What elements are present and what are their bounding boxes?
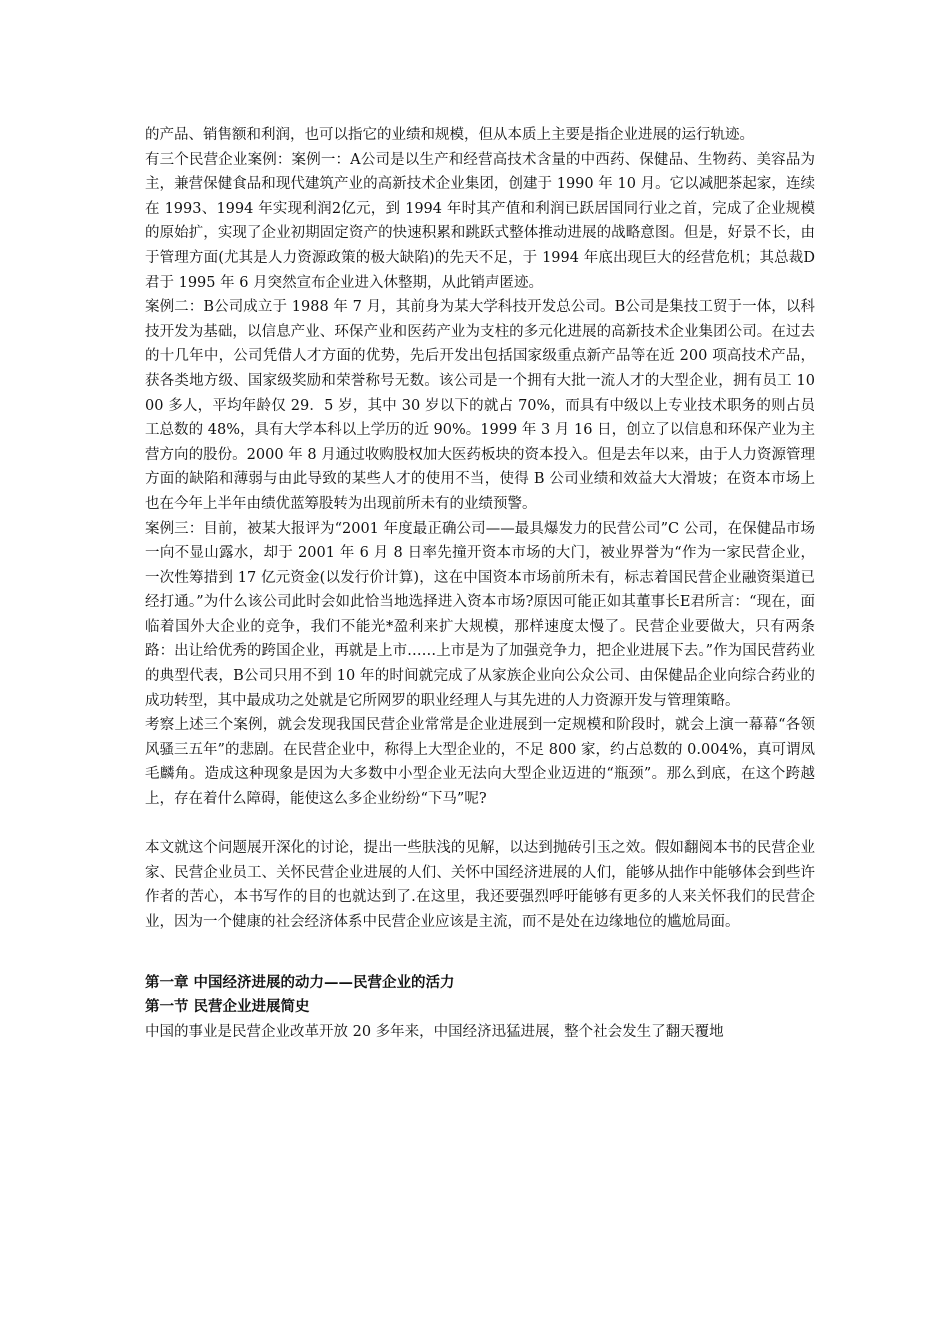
section-heading: 第一节 民营企业进展简史 [145,998,310,1016]
section-spacer [145,935,815,971]
paragraph-analysis: 考察上述三个案例，就会发现我国民营企业常常是企业进展到一定规模和阶段时，就会上演一幕幕“各领风骚三五年”的悲剧。在民营企业中，称得上大型企业的，不足 800 家，约占总数的 0.004%，真可谓凤毛麟角。造成这种现象是因为大多数中小型企业无法向大型企业迈进的“瓶颈”。那么到底，在这个跨越上，存在着什么障碍，能使这么多企业纷纷“下马”呢? [145,717,815,808]
paragraph-spacer [145,812,815,837]
paragraph-history-start: 中国的事业是民营企业改革开放 20 多年来，中国经济迅猛进展，整个社会发生了翻天覆地 [145,1023,724,1040]
chapter-heading: 第一章 中国经济进展的动力——民营企业的活力 [145,973,455,991]
paragraph-purpose: 本文就这个问题展开深化的讨论，提出一些肤浅的见解，以达到抛砖引玉之效。假如翻阅本书的民营企业家、民营企业员工、关怀民营企业进展的人们、关怀中国经济进展的人们，能够从拙作中能够体会到些许作者的苦心，本书写作的目的也就达到了.在这里，我还要强烈呼吁能够有更多的人来关怀我们的民营企业，因为一个健康的社会经济体系中民营企业应该是主流，而不是处在边缘地位的尴尬局面。 [145,840,815,930]
paragraph-intro-continued: 的产品、销售额和利润，也可以指它的业绩和规模，但从本质上主要是指企业进展的运行轨迹。 [145,127,754,143]
document-page [145,123,815,1044]
paragraph-case-one: 有三个民营企业案例：案例一：A公司是以生产和经营高技术含量的中西药、保健品、生物药、美容品为主，兼营保健食品和现代建筑产业的高新技术企业集团，创建于 1990 年 10 月。它以减肥茶起家，连续在 1993、1994 年实现利润2亿元，到 1994 年时其产值和利润已跃居国同行业之首，完成了企业规模的原始扩，实现了企业初期固定资产的快速积累和跳跃式整体推动进展的战略意图。但是，好景不长，由于管理方面(尤其是人力资源政策的极大缺陷)的先天不足，于 1994 年底出现巨大的经营危机；其总裁D君于 1995 年 6 月突然宣布企业进入休整期，从此销声匿迹。 [145,151,815,291]
paragraph-case-three: 案例三：目前，被某大报评为“2001 年度最正确公司——最具爆发力的民营公司”C 公司，在保健品市场一向不显山露水，却于 2001 年 6 月 8 日率先撞开资本市场的大门，被业界誉为“作为一家民营企业，一次性筹措到 17 亿元资金(以发行价计算)，这在中国资本市场前所未有，标志着国民营企业融资渠道已经打通。”为什么该公司此时会如此恰当地选择进入资本市场?原因可能正如其董事长E君所言：“现在，面临着国外大企业的竞争，我们不能光*盈利来扩大规模，那样速度太慢了。民营企业要做大，只有两条路：出让给优秀的跨国企业，再就是上市……上市是为了加强竞争力，把企业进展下去。”作为国民营药业的典型代表，B公司只用不到 10 年的时间就完成了从家族企业向公众公司、由保健品企业向综合药业的成功转型，其中最成功之处就是它所网罗的职业经理人与其先进的人力资源开发与管理策略。 [145,520,815,709]
paragraph-case-two: 案例二：B公司成立于 1988 年 7 月，其前身为某大学科技开发总公司。B公司是集技工贸于一体，以科技开发为基础，以信息产业、环保产业和医药产业为支柱的多元化进展的高新技术企业集团公司。在过去的十几年中，公司凭借人才方面的优势，先后开发出包括国家级重点新产品等在近 200 项高技术产品，获各类地方级、国家级奖励和荣誉称号无数。该公司是一个拥有大批一流人才的大型企业，拥有员工 1000 多人，平均年龄仅 29．5 岁，其中 30 岁以下的就占 70%，而具有中级以上专业技术职务的则占员工总数的 48%，具有大学本科以上学历的近 90%。1999 年 3 月 16 日，创立了以信息和环保产业为主营方向的股份。2000 年 8 月通过收购股权加大医药板块的资本投入。但是去年以来，由于人力资源管理方面的缺陷和薄弱与由此导致的某些人才的使用不当，使得 B 公司业绩和效益大大滑坡；在资本市场上也在今年上半年由绩优蓝筹股转为出现前所未有的业绩预警。 [145,299,815,512]
